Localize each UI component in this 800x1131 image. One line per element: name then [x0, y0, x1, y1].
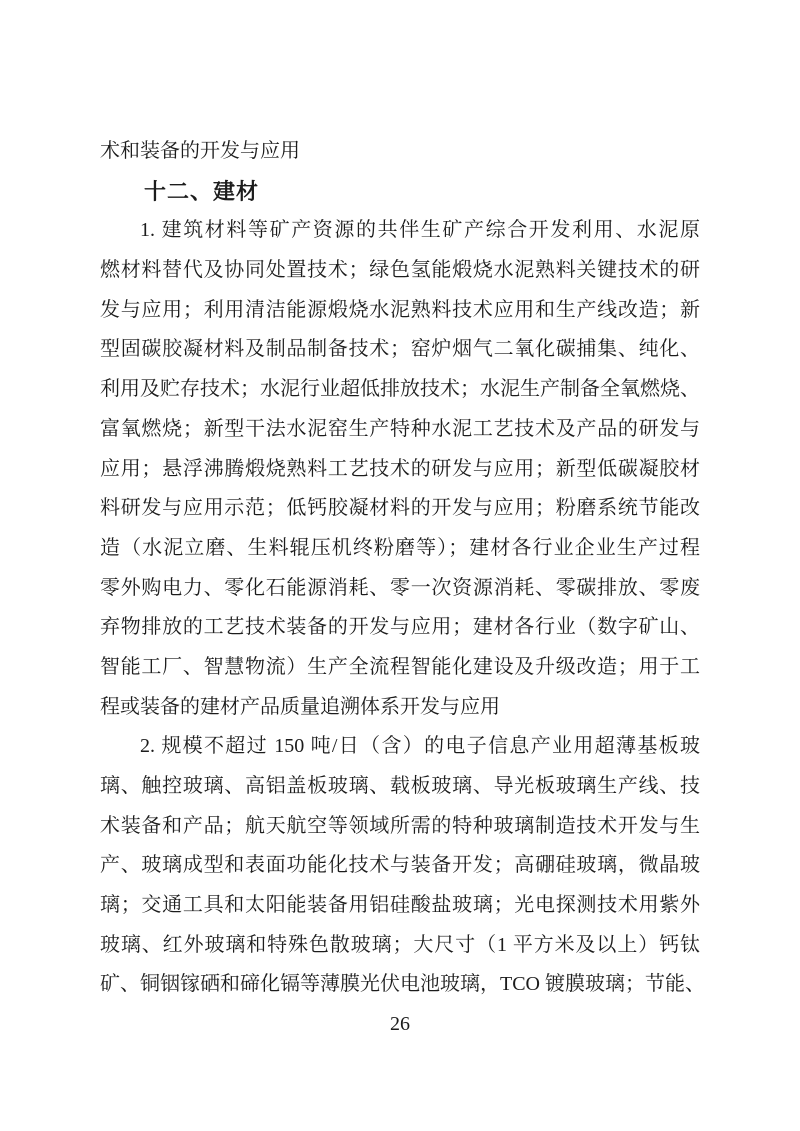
body-line: 造（水泥立磨、生料辊压机终粉磨等）；建材各行业企业生产过程 — [100, 536, 700, 559]
body-line: 玻璃、红外玻璃和特殊色散玻璃；大尺寸（1 平方米及以上）钙钛 — [100, 933, 700, 956]
body-line: 1. 建筑材料等矿产资源的共伴生矿产综合开发利用、水泥原 — [140, 219, 700, 242]
body-line: 料研发与应用示范；低钙胶凝材料的开发与应用；粉磨系统节能改 — [100, 497, 700, 520]
body-line: 型固碳胶凝材料及制品制备技术；窑炉烟气二氧化碳捕集、纯化、 — [100, 338, 700, 361]
body-line: 智能工厂、智慧物流）生产全流程智能化建设及升级改造；用于工 — [100, 655, 700, 678]
body-line: 璃、触控玻璃、高铝盖板玻璃、载板玻璃、导光板玻璃生产线、技 — [100, 775, 700, 797]
body-line: 零外购电力、零化石能源消耗、零一次资源消耗、零碳排放、零废 — [100, 576, 700, 599]
body-line: 术装备和产品；航天航空等领域所需的特种玻璃制造技术开发与生 — [100, 814, 700, 837]
body-line: 富氧燃烧；新型干法水泥窑生产特种水泥工艺技术及产品的研发与 — [100, 417, 700, 440]
body-line: 程或装备的建材产品质量追溯体系开发与应用 — [100, 695, 500, 718]
body-line: 产、玻璃成型和表面功能化技术与装备开发；高硼硅玻璃，微晶玻 — [100, 854, 700, 877]
body-line: 发与应用；利用清洁能源煅烧水泥熟料技术应用和生产线改造；新 — [100, 298, 700, 321]
body-line: 矿、铜铟镓硒和碲化镉等薄膜光伏电池玻璃，TCO 镀膜玻璃；节能、 — [100, 973, 705, 996]
body-line: 璃；交通工具和太阳能装备用铝硅酸盐玻璃；光电探测技术用紫外 — [100, 894, 700, 917]
body-line: 燃材料替代及协同处置技术；绿色氢能煅烧水泥熟料关键技术的研 — [100, 259, 700, 282]
page-body — [100, 132, 705, 1005]
page-number: 26 — [390, 1013, 410, 1035]
body-line: 利用及贮存技术；水泥行业超低排放技术；水泥生产制备全氧燃烧、 — [100, 378, 700, 401]
body-line: 2. 规模不超过 150 吨/日（含）的电子信息产业用超薄基板玻 — [140, 735, 700, 758]
body-line: 应用；悬浮沸腾煅烧熟料工艺技术的研发与应用；新型低碳凝胶材 — [100, 457, 700, 480]
continuation-line: 术和装备的开发与应用 — [100, 140, 300, 162]
body-line: 弃物排放的工艺技术装备的开发与应用；建材各行业（数字矿山、 — [100, 616, 700, 639]
section-heading: 十二、建材 — [144, 178, 260, 204]
